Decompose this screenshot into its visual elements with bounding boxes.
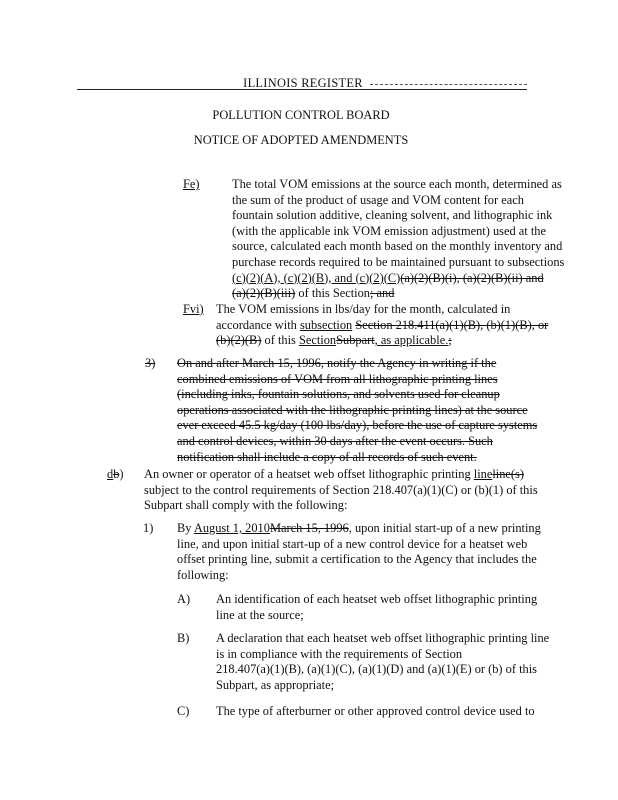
text-line <box>216 318 548 334</box>
text-line: A declaration that each heatset web offset lithographic printing line <box>216 631 550 645</box>
label-old: b <box>113 467 120 481</box>
text-line: and control devices, within 30 days after the event occurs. Such <box>177 433 493 448</box>
label-old: F <box>183 177 190 191</box>
text-line: is in compliance with the requirements of Section <box>216 646 463 661</box>
text-line: Subpart shall comply with the following: <box>144 498 348 513</box>
text-line: (including inks, fountain solutions, and solvents used for cleanup <box>177 387 500 402</box>
text-line: purchase records required to be maintained pursuant to subsections <box>232 254 565 269</box>
deleted-text: ; <box>448 333 452 348</box>
subparagraph-c-label: C) <box>177 704 190 718</box>
label-new: e) <box>189 177 200 191</box>
text-line: line, and upon initial start-up of a new control device for a heatset web <box>177 536 528 551</box>
subparagraph-b-label: B) <box>177 631 190 645</box>
deleted-text: Subpart <box>336 333 375 348</box>
deleted-text: (a)(2)(B)(i), (a)(2)(B)(ii) and <box>400 270 544 285</box>
subparagraph-c-text <box>216 704 535 720</box>
text-line: On and after March 15, 1996, notify the Agency in writing if the <box>177 356 497 370</box>
text-line <box>177 521 541 537</box>
plain-text: , upon initial start-up of a new printing <box>348 521 541 535</box>
text-line: subject to the control requirements of Section 218.407(a)(1)(C) or (b)(1) of this <box>144 482 538 497</box>
plain-text: of this Section <box>295 286 370 301</box>
text-line <box>216 333 548 349</box>
text-line: ever exceed 45.5 kg/day (100 lbs/day), before the use of capture systems <box>177 418 538 433</box>
board-title: POLLUTION CONTROL BOARD <box>212 108 390 122</box>
deleted-text: (a)(2)(B)(iii) <box>232 286 296 301</box>
text-line: (with the applicable ink VOM emission adjustment) used at the <box>232 223 546 238</box>
paragraph-e-text <box>232 177 564 302</box>
text-line <box>232 286 564 302</box>
plain-text: of this <box>261 333 299 348</box>
inserted-text: (c)(2)(A), (c)(2)(B), and (c)(2)(C) <box>232 270 401 285</box>
paragraph-d-label <box>107 467 124 483</box>
text-line: The type of afterburner or other approved control device used to <box>216 704 535 718</box>
text-line: the sum of the product of usage and VOM content for each <box>232 192 524 207</box>
deleted-text: Section 218.411(a)(1)(B), (b)(1)(B), or <box>355 317 549 332</box>
text-line: The VOM emissions in lbs/day for the month, calculated in <box>216 302 511 316</box>
text-line: combined emissions of VOM from all lithographic printing lines <box>177 371 498 386</box>
inserted-text: subsection <box>299 317 353 332</box>
deleted-text: 3) <box>145 356 156 370</box>
label-new: vi) <box>189 302 204 316</box>
text-line: following: <box>177 567 229 582</box>
text-line: operations associated with the lithographic printing lines) at the source <box>177 402 528 417</box>
plain-text: By <box>177 521 194 535</box>
paragraph-1-label: 1) <box>143 521 154 535</box>
subparagraph-a-label: A) <box>177 592 191 606</box>
plain-text: accordance with <box>216 317 300 332</box>
label-new: d <box>107 467 114 481</box>
text-line: 218.407(a)(1)(B), (a)(1)(C), (a)(1)(D) and (a)(1)(E) or (b) of this <box>216 662 537 677</box>
text-line: fountain solution additive, cleaning solvent, and lithographic ink <box>232 208 553 223</box>
deleted-text: (b)(2)(B) <box>216 333 262 348</box>
deleted-text: line(s) <box>492 467 524 481</box>
subparagraph-b-text <box>216 631 549 693</box>
deleted-text: March 15, 1996 <box>269 521 349 535</box>
inserted-text: August 1, 2010 <box>193 521 270 535</box>
paragraph-d-text <box>144 467 538 514</box>
text-line <box>144 467 538 483</box>
inserted-text: Section <box>298 333 337 348</box>
text-line: The total VOM emissions at the source each month, determined as <box>232 177 562 191</box>
paragraph-3-text <box>177 356 537 465</box>
paragraph-e-label <box>183 177 200 193</box>
register-title: ILLINOIS REGISTER <box>243 76 363 90</box>
text-line: Subpart, as appropriate; <box>216 677 335 692</box>
deleted-text: ; and <box>369 286 395 301</box>
notice-title: NOTICE OF ADOPTED AMENDMENTS <box>193 133 409 147</box>
label-old: F <box>183 302 190 316</box>
text-line: line at the source; <box>216 607 304 622</box>
header-rule <box>77 89 527 90</box>
text-line: offset printing line, submit a certification to the Agency that includes the <box>177 552 537 567</box>
paragraph-vi-label <box>183 302 204 318</box>
inserted-text: , as applicable. <box>374 333 449 348</box>
plain-text: An owner or operator of a heatset web offset lithographic printing <box>144 467 474 481</box>
text-line <box>232 271 564 287</box>
text-line: An identification of each heatset web offset lithographic printing <box>216 592 538 606</box>
text-line: source, calculated each month based on the monthly inventory and <box>232 239 563 254</box>
paragraph-3-label <box>145 356 155 372</box>
paragraph-1-text <box>177 521 541 583</box>
label-close: ) <box>119 467 124 481</box>
paragraph-vi-text <box>216 302 548 349</box>
inserted-text: line <box>473 467 493 481</box>
subparagraph-a-text <box>216 592 537 623</box>
text-line: notification shall include a copy of all records of such event. <box>177 449 477 464</box>
header-dashed-rule <box>370 84 527 85</box>
